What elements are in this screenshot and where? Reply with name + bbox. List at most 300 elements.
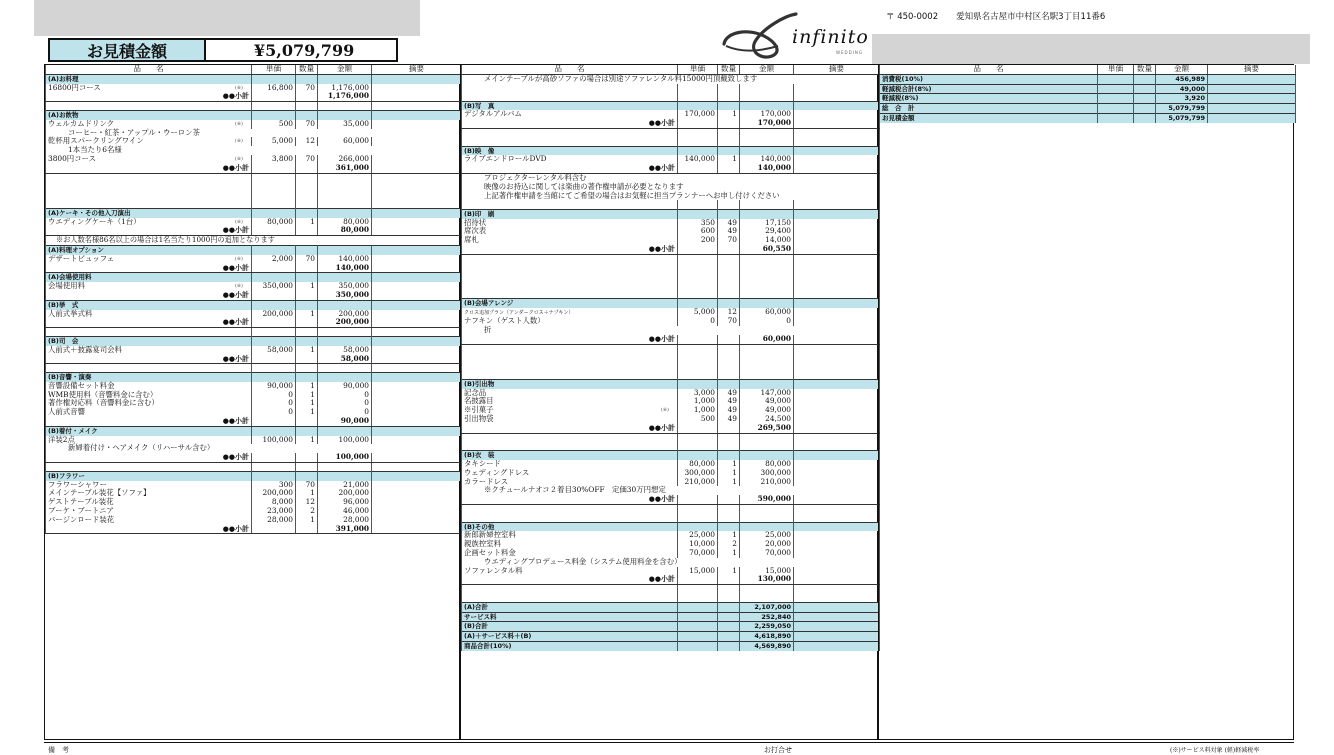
note-cell — [794, 522, 880, 531]
empty-cell — [462, 263, 678, 272]
quantity: 1 — [296, 310, 318, 319]
note-cell — [794, 389, 880, 398]
table-row — [462, 397, 880, 406]
subtotal-amount: 130,000 — [740, 575, 794, 584]
empty-cell — [372, 173, 462, 182]
table-row — [462, 254, 880, 263]
item-name-text: カラードレス — [464, 476, 509, 486]
section-title: (B)写 真 — [462, 101, 678, 110]
table-row — [462, 469, 880, 478]
quantity: 1 — [296, 408, 318, 417]
note-cell — [794, 146, 880, 155]
empty-cell — [740, 513, 794, 522]
note-cell — [794, 540, 880, 549]
item-description: 新婦着付け・ヘアメイク（リハーサル含む） — [46, 444, 462, 453]
subtotal-amount: 170,000 — [740, 119, 794, 128]
table-row — [462, 236, 880, 245]
subtotal-amount: 269,500 — [740, 424, 794, 433]
table-row — [462, 486, 880, 495]
table-row — [462, 344, 880, 353]
note-cell — [794, 549, 880, 558]
table-row — [462, 540, 880, 549]
table-row — [462, 192, 880, 201]
empty-cell — [718, 129, 740, 138]
section-title: (A)お料理 — [46, 74, 252, 83]
note-cell — [372, 453, 462, 462]
qty-cell — [718, 642, 740, 651]
empty-cell — [740, 442, 794, 451]
empty-cell — [740, 254, 794, 263]
empty-cell — [678, 371, 718, 380]
unit-price: 140,000 — [678, 155, 718, 164]
section-title: (B)着付・メイク — [46, 426, 252, 435]
amount-cell: 5,079,799 — [1156, 104, 1208, 114]
quantity: 70 — [718, 236, 740, 245]
quantity: 49 — [718, 397, 740, 406]
price-cell — [678, 495, 718, 504]
note-cell — [1208, 94, 1296, 104]
empty-cell — [462, 281, 678, 290]
amount: 96,000 — [318, 498, 372, 507]
quantity: 12 — [296, 137, 318, 146]
section-title: (A)料理オプション — [46, 245, 252, 254]
subtotal-label: ●●小計 — [46, 291, 252, 300]
note-cell — [372, 436, 462, 445]
item-name-text: 音響設備セット料金 — [48, 380, 115, 390]
service-mark: (※) — [660, 407, 669, 414]
empty-cell — [794, 137, 880, 146]
note-cell — [372, 355, 462, 364]
empty-cell — [718, 272, 740, 281]
empty-cell — [740, 353, 794, 362]
empty-cell — [794, 263, 880, 272]
note-cell — [794, 567, 880, 576]
empty-cell — [718, 442, 740, 451]
table-row — [46, 273, 462, 282]
quantity: 1 — [718, 460, 740, 469]
table-row — [46, 328, 462, 337]
subtotal-label: ●●小計 — [462, 119, 678, 128]
item-name — [46, 282, 252, 291]
item-description: 映像のお持込に関しては楽曲の著作権申請が必要となります — [462, 183, 880, 192]
table-row — [462, 505, 880, 514]
empty-cell — [718, 505, 740, 514]
quantity: 70 — [296, 120, 318, 129]
unit-price: 8,000 — [252, 498, 296, 507]
empty-cell — [794, 84, 880, 93]
quantity: 1 — [718, 478, 740, 487]
empty-cell — [794, 281, 880, 290]
table-row — [462, 84, 880, 93]
column-header-name: 品 名 — [880, 65, 1098, 74]
item-name-text: 人前式挙式料 — [48, 308, 93, 318]
amount: 80,000 — [740, 460, 794, 469]
empty-cell — [252, 191, 296, 200]
amount: 350,000 — [318, 282, 372, 291]
qty-cell — [718, 575, 740, 584]
qty-cell — [296, 92, 318, 101]
empty-cell — [462, 289, 678, 298]
unit-price: 28,000 — [252, 516, 296, 525]
price-cell — [252, 417, 296, 426]
total-label: 消費税(10%) — [880, 74, 1098, 84]
quantity: 49 — [718, 227, 740, 236]
table-row — [462, 575, 880, 584]
note-cell — [794, 110, 880, 119]
table-row — [462, 433, 880, 442]
table-row — [462, 424, 880, 433]
table-row — [462, 281, 880, 290]
table-row — [46, 84, 462, 93]
unit-price: 3,000 — [678, 389, 718, 398]
table-row — [46, 453, 462, 462]
quantity: 49 — [718, 389, 740, 398]
item-name-text: ゲストテーブル装花 — [48, 497, 114, 507]
item-name-text: 席次表 — [464, 226, 487, 236]
empty-cell — [252, 182, 296, 191]
table-row — [46, 191, 462, 200]
price-cell — [678, 602, 718, 612]
amount: 15,000 — [740, 567, 794, 576]
subtotal-label: ●●小計 — [462, 495, 678, 504]
column-header-price: 単価 — [252, 65, 296, 74]
note-cell — [372, 120, 462, 129]
price-cell — [252, 453, 296, 462]
price-cell — [678, 622, 718, 632]
amount: 200,000 — [318, 489, 372, 498]
note-cell — [794, 575, 880, 584]
note-cell — [794, 101, 880, 110]
note-cell — [372, 155, 462, 164]
price-cell — [678, 245, 718, 254]
qty-cell — [718, 335, 740, 344]
subtotal-amount: 391,000 — [318, 525, 372, 534]
empty-cell — [718, 84, 740, 93]
amount: 140,000 — [740, 155, 794, 164]
empty-cell — [718, 353, 740, 362]
qty-cell — [1134, 113, 1156, 122]
empty-cell — [794, 272, 880, 281]
quantity: 1 — [296, 218, 318, 227]
empty-cell — [462, 353, 678, 362]
note-cell — [372, 218, 462, 227]
unit-price: 2,000 — [252, 255, 296, 264]
item-name-text: フラワーシャワー — [48, 479, 107, 489]
table-row — [46, 92, 462, 101]
empty-cell — [718, 289, 740, 298]
table-row — [46, 408, 462, 417]
empty-cell — [462, 200, 678, 209]
table-row — [462, 585, 880, 594]
empty-cell — [678, 594, 718, 603]
table-row — [46, 471, 462, 480]
qty-cell — [718, 164, 740, 173]
empty-cell — [678, 585, 718, 594]
item-name-text: デザートビュッフェ — [48, 253, 115, 263]
amount: 14,000 — [740, 236, 794, 245]
empty-cell — [318, 102, 372, 111]
empty-cell — [678, 84, 718, 93]
empty-cell — [462, 362, 678, 371]
section-title: (B)挙 式 — [46, 300, 252, 309]
amount-cell: 456,989 — [1156, 74, 1208, 84]
empty-cell — [678, 344, 718, 353]
empty-cell — [46, 364, 252, 373]
empty-cell — [462, 433, 678, 442]
unit-price: 210,000 — [678, 478, 718, 487]
redacted-block-top-left — [34, 0, 420, 36]
item-name — [462, 415, 678, 424]
amount-cell: 3,920 — [1156, 94, 1208, 104]
table-row — [462, 272, 880, 281]
amount: 49,000 — [740, 406, 794, 415]
price-cell — [1098, 74, 1134, 84]
quantity: 1 — [296, 436, 318, 445]
note-cell — [794, 397, 880, 406]
table-row — [462, 622, 880, 632]
table-row — [462, 227, 880, 236]
price-cell — [1098, 104, 1134, 114]
note-cell — [794, 379, 880, 388]
unit-price: 200 — [678, 236, 718, 245]
amount: 35,000 — [318, 120, 372, 129]
unit-price: 500 — [678, 415, 718, 424]
subtotal-label: ●●小計 — [46, 355, 252, 364]
note-cell — [372, 291, 462, 300]
subtotal-label: ●●小計 — [46, 417, 252, 426]
note-cell — [372, 525, 462, 534]
unit-price: 5,000 — [678, 308, 718, 318]
subtotal-label: ●●小計 — [46, 264, 252, 273]
price-cell — [252, 264, 296, 273]
table-row — [462, 317, 880, 326]
subtotal-amount: 361,000 — [318, 164, 372, 173]
quantity: 1 — [718, 531, 740, 540]
empty-cell — [794, 200, 880, 209]
subtotal-amount: 140,000 — [740, 164, 794, 173]
table-row — [462, 101, 880, 110]
total-label: (A)合計 — [462, 602, 678, 612]
note-cell — [794, 119, 880, 128]
quantity: 2 — [718, 540, 740, 549]
note-text: ※お人数名様86名以上の場合は1名当たり1000円の追加となります — [46, 236, 462, 246]
quantity: 1 — [296, 489, 318, 498]
price-cell — [678, 642, 718, 651]
empty-cell — [678, 353, 718, 362]
amount-cell: 5,079,799 — [1156, 113, 1208, 122]
amount: 58,000 — [318, 346, 372, 355]
qty-cell — [1134, 84, 1156, 94]
note-cell — [794, 642, 880, 651]
empty-cell — [462, 505, 678, 514]
note-cell — [372, 318, 462, 327]
amount: 90,000 — [318, 382, 372, 391]
total-label: お見積金額 — [880, 113, 1098, 122]
table-row — [46, 516, 462, 525]
quantity: 70 — [296, 481, 318, 490]
subtotal-label: ●●小計 — [462, 164, 678, 173]
qty-cell — [718, 119, 740, 128]
column-header-price: 単価 — [1098, 65, 1134, 74]
empty-cell — [318, 199, 372, 208]
table-row — [46, 300, 462, 309]
amount: 170,000 — [740, 110, 794, 119]
item-name-text: ブーケ・ブートニア — [48, 506, 114, 516]
amount: 21,000 — [318, 481, 372, 490]
empty-cell — [740, 505, 794, 514]
table-row — [462, 200, 880, 209]
item-name-text: 親族控室料 — [464, 539, 501, 549]
empty-cell — [718, 433, 740, 442]
item-name — [46, 516, 252, 525]
empty-cell — [718, 200, 740, 209]
item-name — [46, 408, 252, 417]
table-row — [462, 406, 880, 415]
unit-price: 600 — [678, 227, 718, 236]
note-cell — [372, 264, 462, 273]
qty-cell — [1134, 94, 1156, 104]
quantity: 70 — [718, 317, 740, 326]
note-cell — [794, 219, 880, 228]
price-cell — [252, 318, 296, 327]
unit-price: 350,000 — [252, 282, 296, 291]
amount-cell: 4,618,890 — [740, 632, 794, 642]
note-cell — [794, 209, 880, 218]
column-header-qty: 数量 — [1134, 65, 1156, 74]
table-row — [462, 137, 880, 146]
empty-cell — [794, 433, 880, 442]
empty-cell — [296, 102, 318, 111]
empty-cell — [678, 200, 718, 209]
subtotal-amount: 60,000 — [740, 335, 794, 344]
empty-cell — [678, 289, 718, 298]
empty-cell — [462, 371, 678, 380]
empty-cell — [678, 129, 718, 138]
note-cell — [1208, 84, 1296, 94]
empty-cell — [318, 191, 372, 200]
qty-cell — [296, 417, 318, 426]
total-label: 商品合計(10%) — [462, 642, 678, 651]
empty-cell — [678, 433, 718, 442]
empty-cell — [678, 281, 718, 290]
qty-cell — [1134, 104, 1156, 114]
quantity: 70 — [296, 84, 318, 93]
column-header-amount: 金額 — [740, 65, 794, 74]
price-cell — [678, 424, 718, 433]
empty-cell — [678, 272, 718, 281]
item-name-text: 3800円コース — [48, 153, 97, 163]
note-cell — [372, 282, 462, 291]
unit-price: 0 — [252, 391, 296, 400]
unit-price: 1,000 — [678, 397, 718, 406]
table-row — [462, 119, 880, 128]
section-title: (A)会場使用料 — [46, 273, 252, 282]
item-name — [462, 236, 678, 245]
note-cell — [372, 481, 462, 490]
unit-price: 23,000 — [252, 507, 296, 516]
table-row — [462, 642, 880, 651]
note-cell — [372, 92, 462, 101]
item-name — [462, 219, 678, 228]
empty-cell — [372, 328, 462, 337]
note-cell — [372, 273, 462, 282]
quantity: 1 — [296, 516, 318, 525]
empty-cell — [740, 137, 794, 146]
note-cell — [794, 317, 880, 326]
table-row — [46, 255, 462, 264]
empty-cell — [462, 442, 678, 451]
empty-cell — [46, 102, 252, 111]
table-row — [462, 632, 880, 642]
empty-cell — [252, 364, 296, 373]
column-header-qty: 数量 — [718, 65, 740, 74]
empty-cell — [794, 371, 880, 380]
table-row — [46, 417, 462, 426]
qty-cell — [296, 453, 318, 462]
amount: 266,000 — [318, 155, 372, 164]
total-label: サービス料 — [462, 612, 678, 622]
empty-cell — [794, 289, 880, 298]
qty-cell — [296, 525, 318, 534]
subtotal-amount: 58,000 — [318, 355, 372, 364]
empty-cell — [46, 328, 252, 337]
qty-cell — [718, 612, 740, 622]
empty-cell — [318, 463, 372, 472]
table-row — [462, 219, 880, 228]
empty-cell — [678, 263, 718, 272]
amount: 60,000 — [318, 137, 372, 146]
unit-price: 25,000 — [678, 531, 718, 540]
note-cell — [794, 451, 880, 460]
item-description: ※クチュールナオコ２着目30%OFF 定価30万円想定 — [462, 486, 880, 495]
table-row — [462, 522, 880, 531]
note-cell — [372, 255, 462, 264]
item-name — [46, 255, 252, 264]
service-mark: (※) — [234, 255, 243, 262]
amount-cell: 49,000 — [1156, 84, 1208, 94]
empty-cell — [296, 328, 318, 337]
item-name — [462, 389, 678, 398]
table-row — [46, 310, 462, 319]
note-cell — [794, 406, 880, 415]
footer-line — [44, 742, 1294, 754]
quantity: 1 — [718, 549, 740, 558]
note-cell — [372, 408, 462, 417]
column-header-price: 単価 — [678, 65, 718, 74]
item-name-text: 引出物袋 — [464, 414, 494, 424]
subtotal-label: ●●小計 — [46, 92, 252, 101]
table-row — [462, 362, 880, 371]
table-row — [880, 104, 1296, 114]
table-row — [46, 164, 462, 173]
item-name-text: 人前式音響 — [48, 407, 85, 417]
empty-cell — [678, 362, 718, 371]
item-name-text: 記念品 — [464, 387, 487, 397]
address-text: 愛知県名古屋市中村区名駅3丁目11番6 — [956, 12, 1106, 22]
price-cell — [678, 575, 718, 584]
total-label: 軽減税合計(8%) — [880, 84, 1098, 94]
quantity: 70 — [296, 255, 318, 264]
subtotal-amount: 140,000 — [318, 264, 372, 273]
footer-remarks: 備 考 — [48, 746, 69, 754]
qty-cell — [296, 164, 318, 173]
table-row — [462, 92, 880, 101]
empty-cell — [462, 137, 678, 146]
unit-price: 16,800 — [252, 84, 296, 93]
empty-cell — [718, 137, 740, 146]
item-name-text: 会場使用料 — [48, 281, 85, 291]
unit-price: 3,800 — [252, 155, 296, 164]
